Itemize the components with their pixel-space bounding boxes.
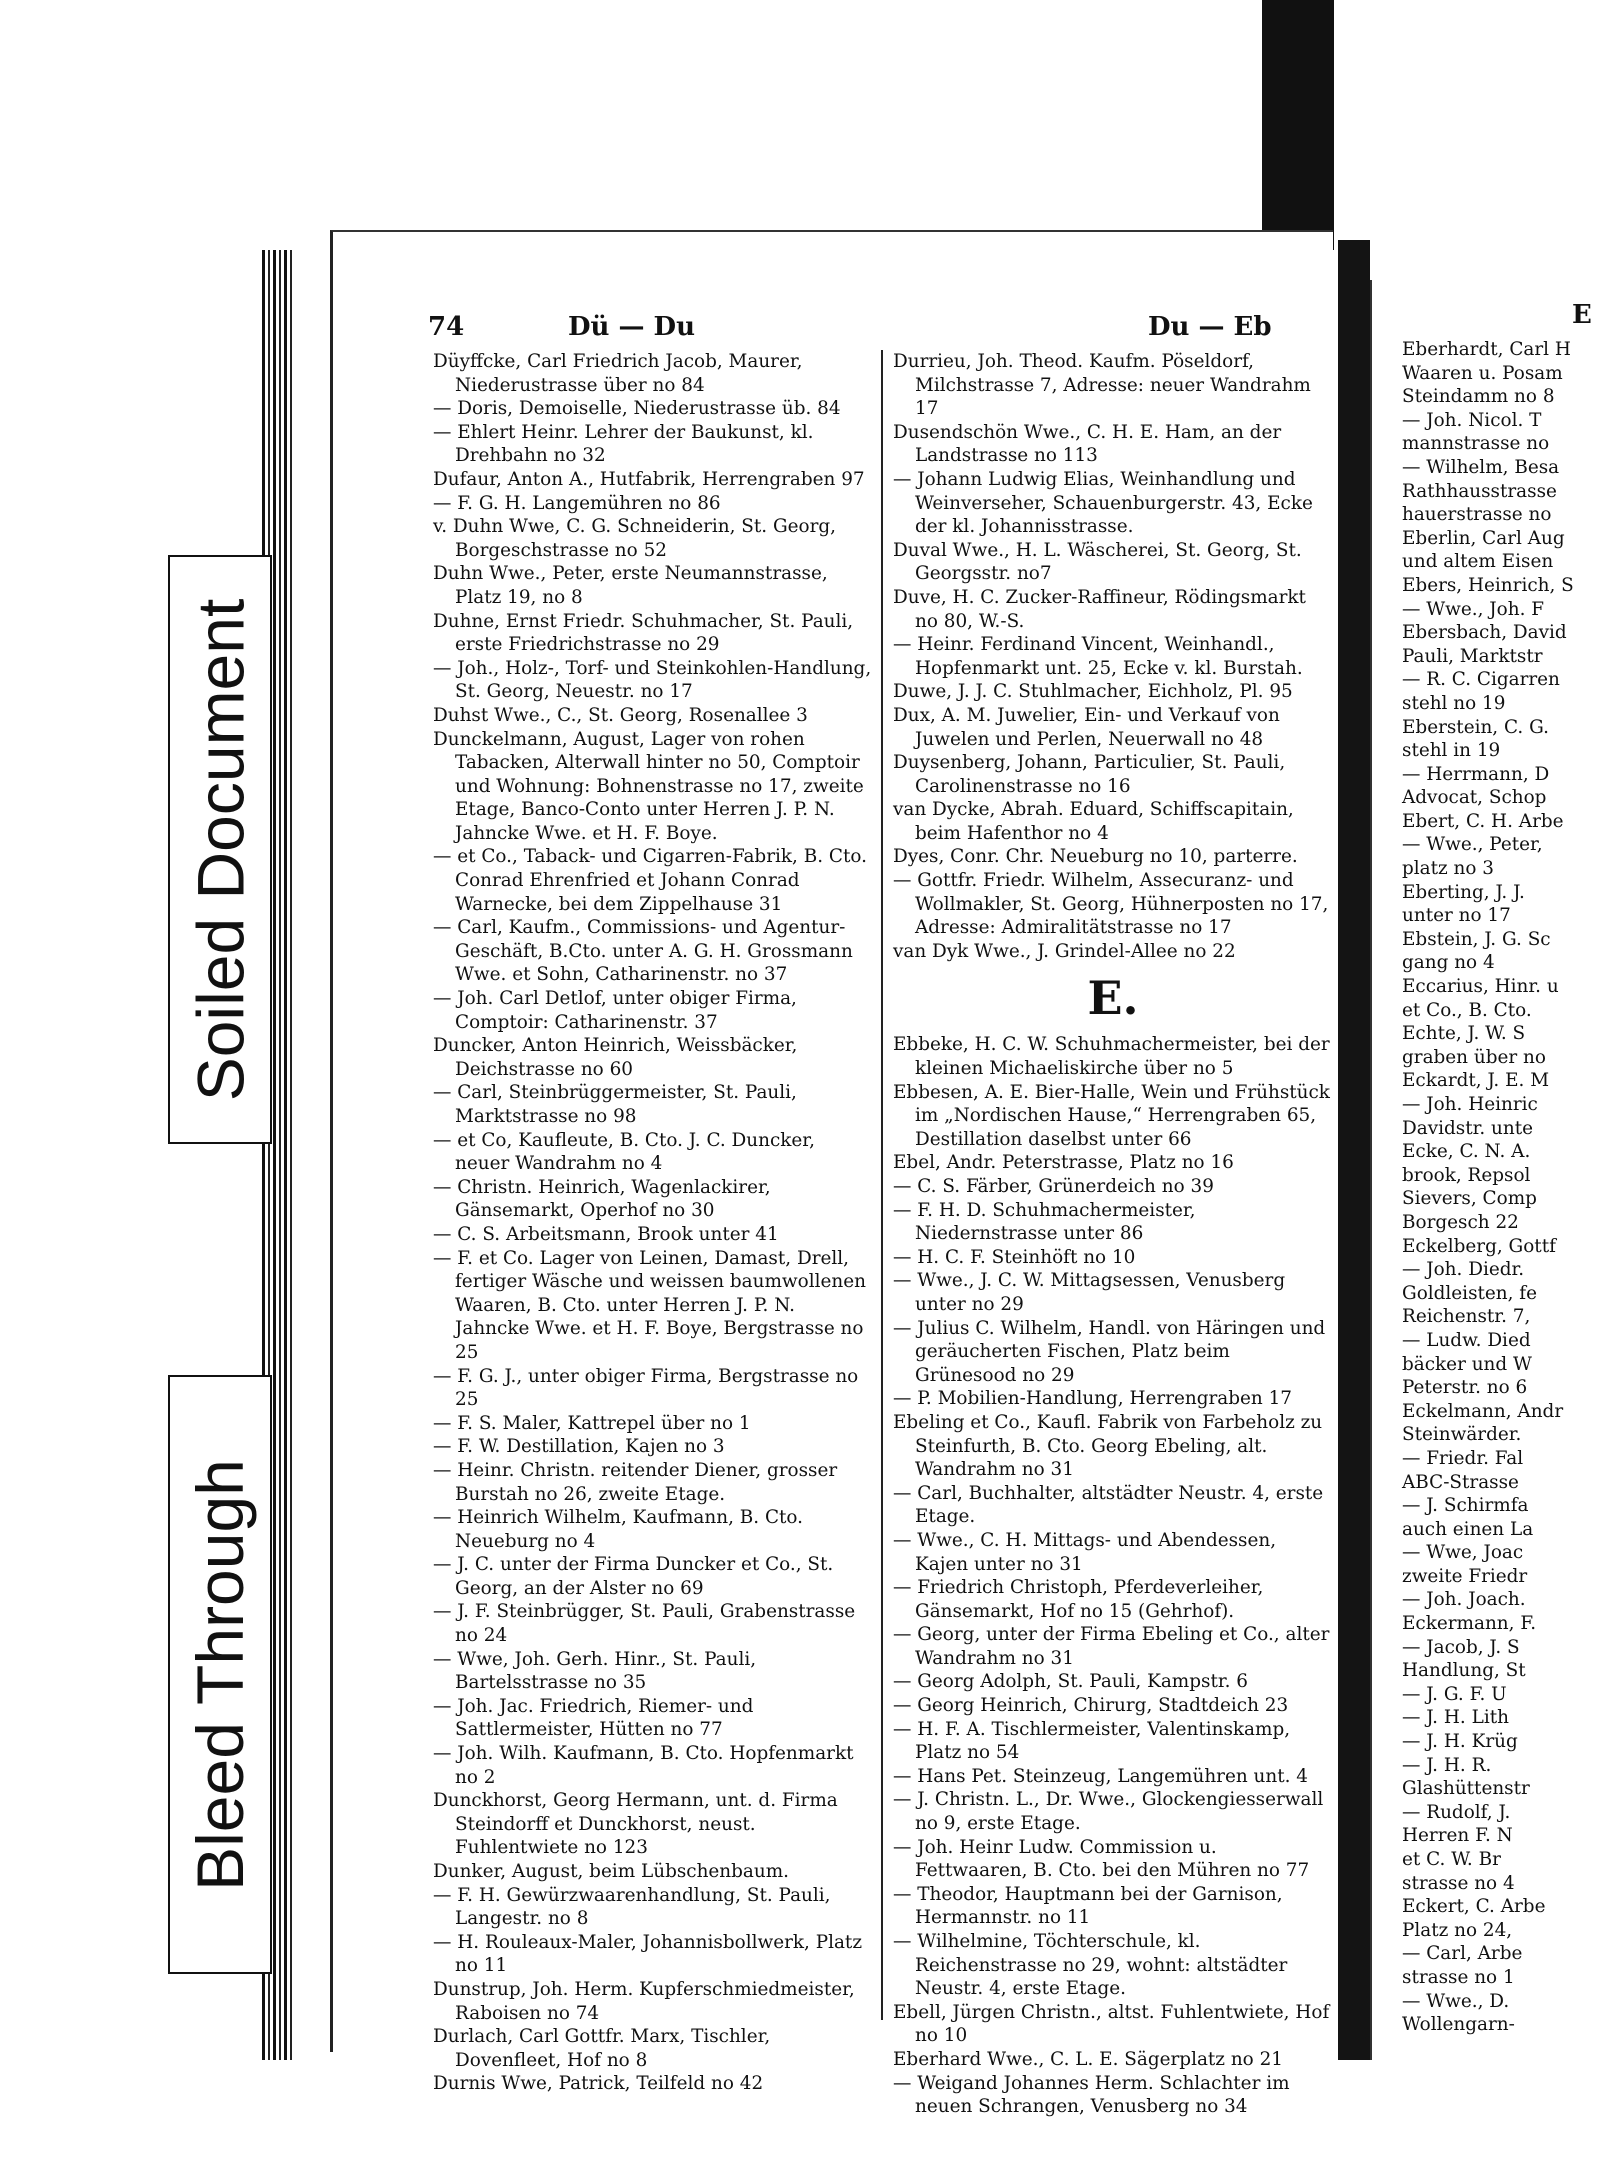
facing-page-line: gang no 4 [1402, 952, 1495, 974]
directory-entry: Dux, A. M. Juwelier, Ein- und Verkauf von Juwelen und Perlen, Neuerwall no 48 [893, 704, 1280, 750]
directory-entry: — Hans Pet. Steinzeug, Langemühren unt. 4 [893, 1765, 1309, 1787]
directory-entry: — Wwe., C. H. Mittags- und Abendessen, Kajen unter no 31 [893, 1529, 1277, 1575]
scan-border [1262, 0, 1334, 250]
facing-page-line: hauerstrasse no [1402, 504, 1552, 526]
facing-page-line: brook, Repsol [1402, 1164, 1531, 1186]
page-number: 74 [428, 312, 465, 342]
facing-page-line: stehl no 19 [1402, 692, 1506, 714]
section-letter: E. [1087, 971, 1139, 1026]
facing-page-line: — Joh. Diedr. [1402, 1259, 1525, 1281]
directory-entry: — Carl, Kaufm., Commissions- und Agentur-Geschäft, B.Cto. unter A. G. H. Grossmann Wwe. et Sohn, Catharinenstr. no 37 [433, 917, 853, 986]
directory-entry: — J. Christn. L., Dr. Wwe., Glockengiesserwall no 9, erste Etage. [893, 1789, 1324, 1835]
facing-page-line: Glashüttenstr [1402, 1778, 1530, 1800]
directory-entry: Duwe, J. J. C. Stuhlmacher, Eichholz, Pl. 95 [893, 681, 1293, 703]
directory-entry: Dunckhorst, Georg Hermann, unt. d. Firma Steindorff et Dunckhorst, neust. Fuhlentwiete no 123 [433, 1790, 838, 1859]
directory-entry: van Dycke, Abrah. Eduard, Schiffscapitain, beim Hafenthor no 4 [893, 799, 1294, 844]
facing-page-line: — Wilhelm, Besa [1402, 456, 1560, 478]
facing-page-head: E [1572, 300, 1592, 330]
directory-entry: — Georg Heinrich, Chirurg, Stadtdeich 23 [893, 1695, 1289, 1717]
facing-page-line: Eckardt, J. E. M [1402, 1070, 1550, 1092]
directory-entry: Duhst Wwe., C., St. Georg, Rosenallee 3 [433, 704, 808, 726]
facing-page-line: Steindamm no 8 [1402, 386, 1555, 408]
column-divider [881, 350, 883, 2020]
bleed-through-text: Bleed Through [183, 1458, 257, 1891]
facing-page-line: Ecke, C. N. A. [1402, 1141, 1531, 1163]
directory-entry: — J. F. Steinbrügger, St. Pauli, Grabenstrasse no 24 [433, 1601, 856, 1647]
facing-page-line: — Herrmann, D [1402, 763, 1550, 785]
facing-page-line: und altem Eisen [1402, 551, 1554, 573]
directory-entry: Ebell, Jürgen Christn., altst. Fuhlentwiete, Hof no 10 [893, 2001, 1330, 2047]
facing-page-line: — J. H. Lith [1402, 1707, 1509, 1729]
facing-page-line: — Wwe, Joac [1402, 1542, 1524, 1564]
facing-page-line: Eckelmann, Andr [1402, 1400, 1564, 1422]
directory-entry: — F. S. Maler, Kattrepel über no 1 [433, 1412, 751, 1434]
facing-page-line: auch einen La [1402, 1518, 1534, 1540]
directory-entry: — Heinr. Ferdinand Vincent, Weinhandl., Hopfenmarkt unt. 25, Ecke v. kl. Burstah. [893, 634, 1303, 679]
directory-entry: Durrieu, Joh. Theod. Kaufm. Pöseldorf, Milchstrasse 7, Adresse: neuer Wandrahm 17 [893, 351, 1311, 420]
facing-page-line: Pauli, Marktstr [1402, 645, 1543, 667]
directory-entry: — Weigand Johannes Herm. Schlachter im neuen Schrangen, Venusberg no 34 [893, 2072, 1290, 2118]
directory-entry: Dufaur, Anton A., Hutfabrik, Herrengraben 97 [433, 468, 865, 490]
book-gutter [1338, 240, 1370, 2060]
facing-page-line: mannstrasse no [1402, 433, 1550, 455]
directory-entry: — F. G. J., unter obiger Firma, Bergstrasse no 25 [433, 1365, 859, 1411]
directory-entry: Ebel, Andr. Peterstrasse, Platz no 16 [893, 1152, 1234, 1174]
directory-entry: Ebbesen, A. E. Bier-Halle, Wein und Frühstück im „Nordischen Hause,“ Herrengraben 65, Destillation daselbst unter 66 [893, 1081, 1330, 1150]
facing-page-line: — Wwe., Peter, [1402, 834, 1543, 856]
directory-entry: Dyes, Conr. Chr. Neueburg no 10, parterre. [893, 846, 1298, 868]
facing-page-line: Goldleisten, fe [1402, 1282, 1538, 1304]
directory-entry: Eberhard Wwe., C. L. E. Sägerplatz no 21 [893, 2048, 1284, 2070]
facing-page-line: Davidstr. unte [1402, 1117, 1534, 1139]
facing-page-line: Eberhardt, Carl H [1402, 339, 1571, 360]
facing-page-line: Steinwärder. [1402, 1424, 1522, 1446]
soiled-document-label [168, 555, 272, 1144]
directory-entry: — P. Mobilien-Handlung, Herrengraben 17 [893, 1388, 1292, 1410]
entries-e [893, 1033, 1333, 2118]
running-head-left: Dü — Du [568, 312, 696, 342]
facing-page-line: — Wwe., Joh. F [1402, 598, 1545, 620]
running-head-right: Du — Eb [1148, 312, 1272, 342]
facing-page-column [1402, 338, 1600, 2037]
directory-entry: — Carl, Steinbrüggermeister, St. Pauli, Marktstrasse no 98 [433, 1082, 797, 1127]
directory-entry: — F. H. Gewürzwaarenhandlung, St. Pauli, Langestr. no 8 [433, 1884, 831, 1930]
facing-page-line: — J. G. F. U [1402, 1683, 1507, 1705]
entries-d [893, 350, 1333, 963]
facing-page-line: — Joh. Heinric [1402, 1094, 1538, 1115]
facing-page-line: Eccarius, Hinr. u [1402, 976, 1559, 998]
facing-page-line: zweite Friedr [1402, 1565, 1528, 1587]
facing-page-line: et C. W. Br [1402, 1849, 1501, 1870]
facing-page-line: — Ludw. Died [1402, 1329, 1531, 1351]
directory-entry: Duncker, Anton Heinrich, Weissbäcker, Deichstrasse no 60 [433, 1035, 798, 1080]
facing-page-line: Eberting, J. J. [1402, 881, 1525, 903]
directory-entry: van Dyk Wwe., J. Grindel-Allee no 22 [893, 940, 1236, 962]
facing-page-line: — Jacob, J. S [1402, 1636, 1520, 1658]
page-header [428, 312, 1293, 346]
facing-page-line: ABC-Strasse [1402, 1471, 1519, 1493]
directory-entry: Ebbeke, H. C. W. Schuhmachermeister, bei der kleinen Michaeliskirche über no 5 [893, 1034, 1330, 1080]
directory-entry: v. Duhn Wwe, C. G. Schneiderin, St. Georg, Borgeschstrasse no 52 [433, 516, 837, 561]
facing-page-line: Reichenstr. 7, [1402, 1306, 1531, 1328]
facing-page-line: Borgesch 22 [1402, 1211, 1519, 1233]
directory-entry: — Theodor, Hauptmann bei der Garnison, Hermannstr. no 11 [893, 1883, 1283, 1929]
facing-page-line: Sievers, Comp [1402, 1188, 1537, 1210]
facing-page-line: unter no 17 [1402, 905, 1511, 927]
facing-page-line: Eckert, C. Arbe [1402, 1896, 1546, 1918]
directory-column-left [433, 350, 873, 2096]
facing-page-line: Eberlin, Carl Aug [1402, 527, 1565, 549]
directory-entry: — Gottfr. Friedr. Wilhelm, Assecuranz- und Wollmakler, St. Georg, Hühnerposten no 17, Adresse: Admiralitätstrasse no 17 [893, 870, 1329, 939]
directory-entry: — Wwe, Joh. Gerh. Hinr., St. Pauli, Bartelsstrasse no 35 [433, 1648, 757, 1694]
directory-entry: — Wwe., J. C. W. Mittagsessen, Venusberg unter no 29 [893, 1270, 1286, 1315]
facing-page-line: Herren F. N [1402, 1825, 1513, 1847]
directory-entry: — Carl, Buchhalter, altstädter Neustr. 4, erste Etage. [893, 1482, 1324, 1528]
directory-entry: — H. F. A. Tischlermeister, Valentinskamp, Platz no 54 [893, 1718, 1291, 1764]
directory-entry: — Heinr. Christn. reitender Diener, grosser Burstah no 26, zweite Etage. [433, 1459, 838, 1505]
directory-entry: Dunckelmann, August, Lager von rohen Tabacken, Alterwall hinter no 50, Comptoir und Wohnung: Bohnenstrasse no 17, zweite Etage, Banco-Conto unter Herren J. P. N. Jahncke Wwe. et H. F. Boye. [433, 728, 864, 844]
directory-entry: — Joh. Heinr Ludw. Commission u. Fettwaaren, B. Cto. bei den Mühren no 77 [893, 1836, 1310, 1882]
directory-entry: — F. W. Destillation, Kajen no 3 [433, 1436, 725, 1458]
directory-entry: Düyffcke, Carl Friedrich Jacob, Maurer, Niederustrasse über no 84 [433, 351, 803, 396]
directory-entry: — H. C. F. Steinhöft no 10 [893, 1246, 1136, 1268]
facing-page-line: stehl in 19 [1402, 740, 1501, 762]
facing-page-line: — Carl, Arbe [1402, 1943, 1523, 1965]
facing-page-line: bäcker und W [1402, 1353, 1532, 1375]
facing-page-line: Eckermann, F. [1402, 1613, 1537, 1635]
bleed-through-label [168, 1375, 272, 1974]
directory-entry: Duysenberg, Johann, Particulier, St. Pauli, Carolinenstrasse no 16 [893, 752, 1286, 797]
facing-page-line: — Joh. Joach. [1402, 1589, 1526, 1611]
directory-entry: Durlach, Carl Gottfr. Marx, Tischler, Dovenfleet, Hof no 8 [433, 2026, 771, 2071]
directory-entry: — et Co., Taback- und Cigarren-Fabrik, B. Cto. Conrad Ehrenfried et Johann Conrad Warnecke, bei dem Zippelhause 31 [433, 846, 867, 915]
directory-entry: — et Co, Kaufleute, B. Cto. J. C. Duncker, neuer Wandrahm no 4 [433, 1129, 815, 1175]
directory-column-right [893, 350, 1333, 2119]
facing-page-line: Eckelberg, Gottf [1402, 1235, 1556, 1257]
directory-entry: — H. Rouleaux-Maler, Johannisbollwerk, Platz no 11 [433, 1931, 863, 1977]
facing-page-line: strasse no 4 [1402, 1872, 1515, 1894]
directory-entry: — Georg Adolph, St. Pauli, Kampstr. 6 [893, 1671, 1249, 1693]
directory-entry: Durnis Wwe, Patrick, Teilfeld no 42 [433, 2073, 764, 2095]
facing-page-line: — Joh. Nicol. T [1402, 409, 1542, 431]
facing-page-line: platz no 3 [1402, 858, 1495, 880]
facing-page-line: Platz no 24, [1402, 1919, 1513, 1941]
facing-page-line: Waaren u. Posam [1402, 362, 1563, 384]
facing-page-line: Ebstein, J. G. Sc [1402, 928, 1551, 950]
soiled-document-text: Soiled Document [183, 598, 258, 1101]
left-page [330, 230, 1333, 2118]
directory-entry: — C. S. Färber, Grünerdeich no 39 [893, 1176, 1214, 1197]
directory-entry: — Julius C. Wilhelm, Handl. von Häringen und geräucherten Fischen, Platz beim Grünesood no 29 [893, 1317, 1326, 1386]
directory-entry: — Joh. Jac. Friedrich, Riemer- und Sattlermeister, Hütten no 77 [433, 1695, 754, 1741]
directory-entry: Duhn Wwe., Peter, erste Neumannstrasse, Platz 19, no 8 [433, 563, 828, 608]
directory-entry: Dusendschön Wwe., C. H. E. Ham, an der Landstrasse no 113 [893, 421, 1282, 467]
directory-entry: Dunker, August, beim Lübschenbaum. [433, 1861, 790, 1882]
facing-page-line: — Wwe., D. [1402, 1990, 1510, 2012]
facing-page-line: — Friedr. Fal [1402, 1447, 1524, 1469]
directory-entry: — Christn. Heinrich, Wagenlackirer, Gänsemarkt, Operhof no 30 [433, 1176, 771, 1222]
facing-page-line: Rathhausstrasse [1402, 480, 1557, 502]
directory-entry: — Johann Ludwig Elias, Weinhandlung und Weinverseher, Schauenburgerstr. 43, Ecke der kl. Johannisstrasse. [893, 468, 1313, 538]
facing-page-line: strasse no 1 [1402, 1966, 1515, 1988]
directory-entry: — F. G. H. Langemühren no 86 [433, 492, 721, 514]
directory-entry: — Doris, Demoiselle, Niederustrasse üb. 84 [433, 398, 841, 420]
facing-page-line: Handlung, St [1402, 1660, 1526, 1682]
facing-page-line: — J. Schirmfa [1402, 1495, 1529, 1517]
facing-page [1370, 280, 1600, 2060]
directory-entry: — J. C. unter der Firma Duncker et Co., St. Georg, an der Alster no 69 [433, 1554, 834, 1599]
facing-page-line: — Rudolf, J. [1402, 1801, 1511, 1823]
directory-entry: — Heinrich Wilhelm, Kaufmann, B. Cto. Neueburg no 4 [433, 1507, 804, 1552]
directory-entry: — Friedrich Christoph, Pferdeverleiher, Gänsemarkt, Hof no 15 (Gehrhof). [893, 1577, 1264, 1622]
facing-page-line: Peterstr. no 6 [1402, 1377, 1528, 1399]
directory-entry: — Wilhelmine, Töchterschule, kl. Reichenstrasse no 29, wohnt: altstädter Neustr. 4, erste Etage. [893, 1931, 1288, 2000]
directory-entry: — Joh., Holz-, Torf- und Steinkohlen-Handlung, St. Georg, Neuestr. no 17 [433, 657, 872, 703]
directory-entry: — F. et Co. Lager von Leinen, Damast, Drell, fertiger Wäsche und weissen baumwollenen Waaren, B. Cto. unter Herren J. P. N. Jahncke Wwe. et H. F. Boye, Bergstrasse no 25 [433, 1247, 866, 1363]
directory-entry: — Georg, unter der Firma Ebeling et Co., alter Wandrahm no 31 [893, 1624, 1330, 1669]
facing-page-line: Ebert, C. H. Arbe [1402, 810, 1564, 832]
directory-entry: Duval Wwe., H. L. Wäscherei, St. Georg, St. Georgsstr. no7 [893, 539, 1302, 585]
directory-entry: — Joh. Wilh. Kaufmann, B. Cto. Hopfenmarkt no 2 [433, 1743, 854, 1788]
facing-page-line: Advocat, Schop [1402, 787, 1547, 809]
facing-page-line: — J. H. R. [1402, 1754, 1492, 1776]
directory-entry: — Ehlert Heinr. Lehrer der Baukunst, kl. Drehbahn no 32 [433, 421, 814, 467]
facing-page-line: Wollengarn- [1402, 2014, 1515, 2036]
directory-entry: Dunstrup, Joh. Herm. Kupferschmiedmeister, Raboisen no 74 [433, 1978, 855, 2024]
directory-entry: — F. H. D. Schuhmachermeister, Niedernstrasse unter 86 [893, 1199, 1196, 1245]
facing-page-line: et Co., B. Cto. [1402, 999, 1532, 1021]
directory-entry: Duhne, Ernst Friedr. Schuhmacher, St. Pauli, erste Friedrichstrasse no 29 [433, 610, 854, 656]
facing-page-line: Ebers, Heinrich, S [1402, 574, 1574, 596]
directory-entry: Ebeling et Co., Kaufl. Fabrik von Farbeholz zu Steinfurth, B. Cto. Georg Ebeling, alt. Wandrahm no 31 [893, 1411, 1323, 1481]
facing-page-line: Ebersbach, David [1402, 622, 1567, 644]
facing-page-line: — R. C. Cigarren [1402, 669, 1560, 691]
facing-page-line: — J. H. Krüg [1402, 1731, 1518, 1753]
facing-page-line: Eberstein, C. G. [1402, 716, 1549, 738]
directory-entry: Duve, H. C. Zucker-Raffineur, Rödingsmarkt no 80, W.-S. [893, 586, 1306, 632]
facing-page-line: graben über no [1402, 1046, 1546, 1068]
facing-page-line: Echte, J. W. S [1402, 1023, 1526, 1045]
directory-entry: — C. S. Arbeitsmann, Brook unter 41 [433, 1223, 779, 1245]
directory-entry: — Joh. Carl Detlof, unter obiger Firma, Comptoir: Catharinenstr. 37 [433, 988, 797, 1033]
